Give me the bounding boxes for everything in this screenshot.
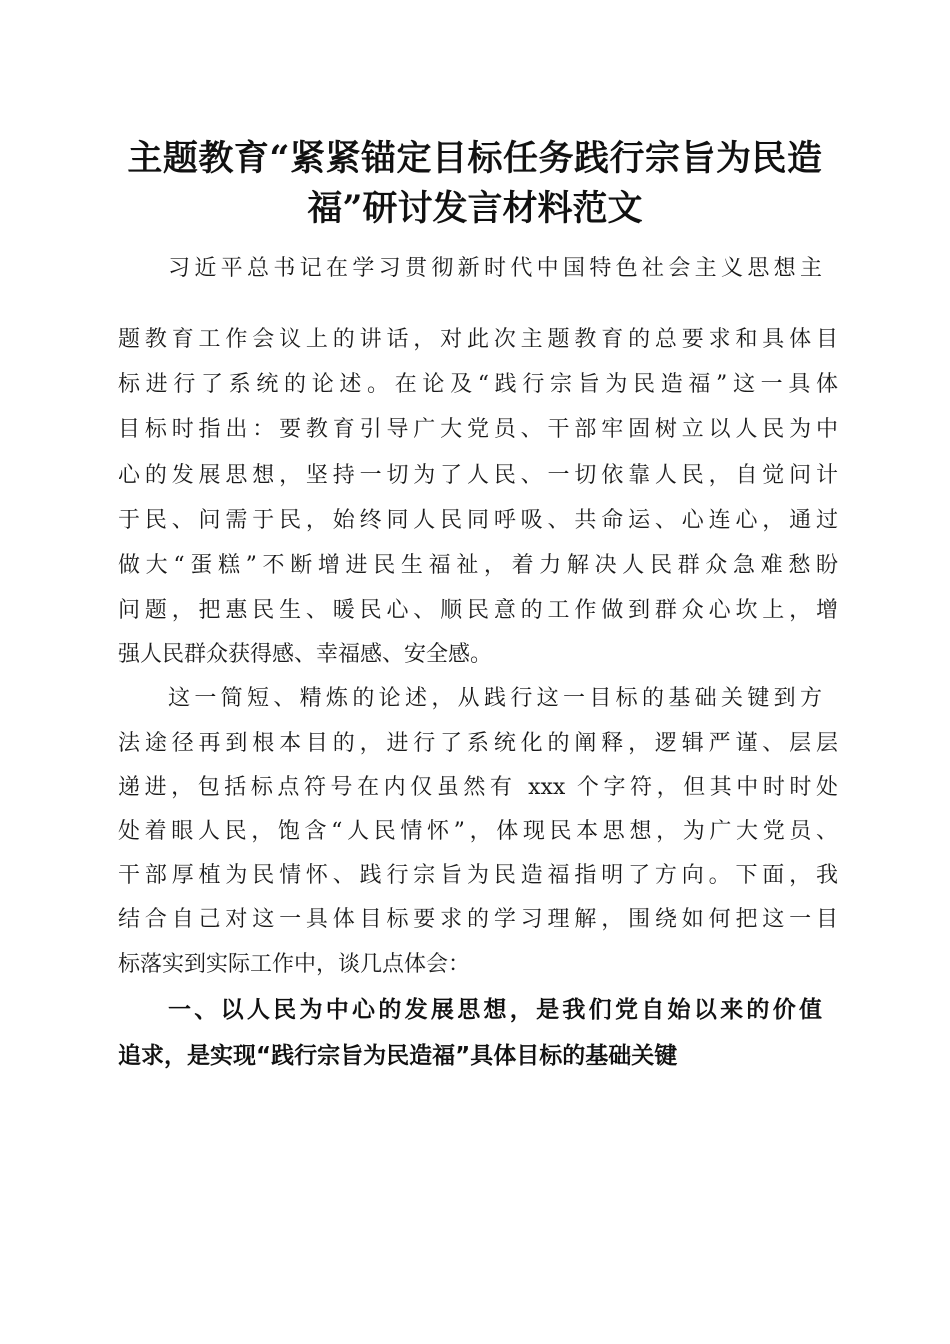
paragraph-2-line-1: 这一简短、精炼的论述，从践行这一目标的基础关键到方 [168, 686, 822, 711]
paragraph-1-line-5: 心的发展思想，坚持一切为了人民、一切依靠人民，自觉问计 [118, 463, 838, 488]
paragraph-1-line-6: 于民、问需于民，始终同人民同呼吸、共命运、心连心，通过 [118, 508, 838, 533]
paragraph-2-line-3: 递进，包括标点符号在内仅虽然有 xxx 个字符，但其中时时处 [118, 775, 838, 800]
section-heading-1-line-2: 追求，是实现“践行宗旨为民造福”具体目标的基础关键 [118, 1043, 678, 1069]
paragraph-1-line-4: 目标时指出：要教育引导广大党员、干部牢固树立以人民为中 [118, 417, 838, 442]
paragraph-2-line-7: 标落实到实际工作中，谈几点体会： [118, 952, 471, 977]
paragraph-1-line-3: 标进行了系统的论述。在论及“践行宗旨为民造福”这一具体 [118, 372, 838, 397]
paragraph-1-line-2: 题教育工作会议上的讲话，对此次主题教育的总要求和具体目 [118, 327, 838, 352]
paragraph-2-line-4: 处着眼人民，饱含“人民情怀”，体现民本思想，为广大党员、 [118, 819, 838, 844]
paragraph-1-line-7: 做大“蛋糕”不断增进民生福祉，着力解决人民群众急难愁盼 [118, 553, 838, 578]
paragraph-2-line-2: 法途径再到根本目的，进行了系统化的阐释，逻辑严谨、层层 [118, 731, 838, 756]
document-title-line-2: 福”研讨发言材料范文 [307, 188, 643, 229]
section-heading-1-line-1: 一、以人民为中心的发展思想，是我们党自始以来的价值 [168, 997, 822, 1023]
paragraph-1-line-9: 强人民群众获得感、幸福感、安全感。 [118, 642, 493, 667]
document-title-line-1: 主题教育“紧紧锚定目标任务践行宗旨为民造 [127, 138, 823, 179]
paragraph-2-line-6: 结合自己对这一具体目标要求的学习理解，围绕如何把这一目 [118, 907, 838, 932]
paragraph-1-line-1: 习近平总书记在学习贯彻新时代中国特色社会主义思想主 [168, 256, 822, 281]
paragraph-2-line-5: 干部厚植为民情怀、践行宗旨为民造福指明了方向。下面，我 [118, 863, 838, 888]
paragraph-1-line-8: 问题，把惠民生、暖民心、顺民意的工作做到群众心坎上，增 [118, 598, 838, 623]
